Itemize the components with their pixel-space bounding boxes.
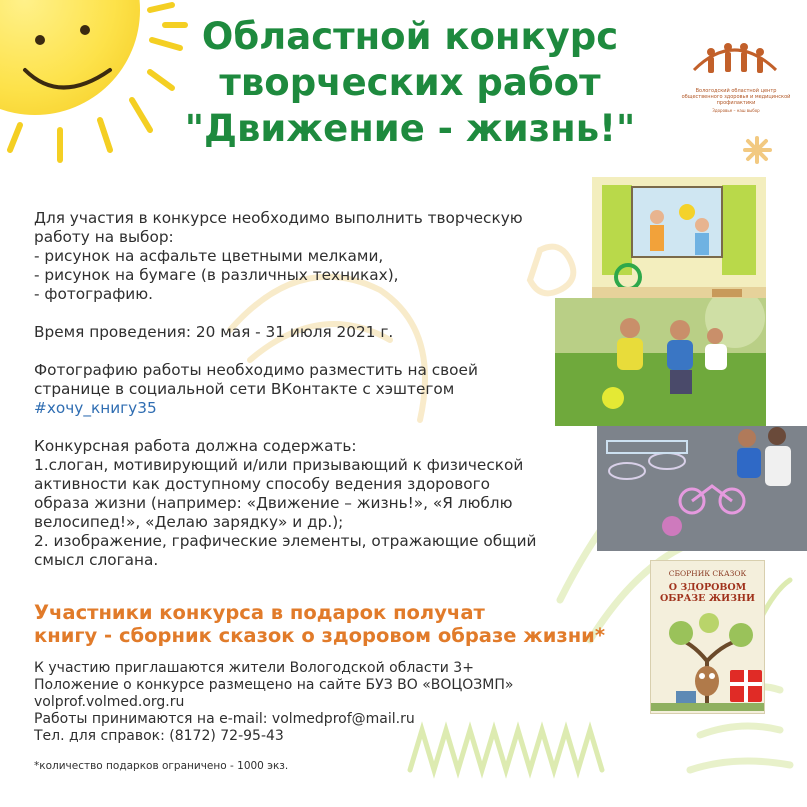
sun-illustration: [0, 0, 140, 115]
contact-info: [34, 660, 594, 745]
people-logo-icon: [676, 36, 796, 80]
requirement-line: активности как доступному способу ведения здорового: [34, 475, 491, 493]
footnote: *количество подарков ограничено - 1000 экз.: [34, 760, 289, 772]
requirement-line: велосипед!», «Делаю зарядку» и др.);: [34, 513, 344, 531]
phone-line: Тел. для справок: (8172) 72-95-43: [34, 728, 284, 744]
organization-logo: [676, 36, 796, 113]
title-line-3: "Движение - жизнь!": [184, 107, 636, 150]
description-text: [34, 209, 594, 570]
requirement-line: 2. изображение, графические элементы, отражающие общий: [34, 532, 537, 550]
book-title-small: СБОРНИК СКАЗОК: [668, 569, 747, 578]
requirement-line: образа жизни (например: «Движение – жизнь!», «Я люблю: [34, 494, 513, 512]
requirements-heading: Конкурсная работа должна содержать:: [34, 437, 357, 455]
photo-instructions: странице в социальной сети ВКонтакте с хэштегом: [34, 380, 455, 398]
option-item: - рисунок на асфальте цветными мелками,: [34, 247, 384, 265]
email-line[interactable]: Работы принимаются на e-mail: volmedprof@mail.ru: [34, 711, 415, 727]
gift-box-icon: [730, 670, 762, 702]
photo-instructions: Фотографию работы необходимо разместить на своей: [34, 361, 478, 379]
logo-subtitle: Здоровье – наш выбор: [712, 108, 760, 113]
title-line-1: Областной конкурс: [201, 15, 619, 58]
option-item: - фотографию.: [34, 285, 153, 303]
chalk-drawing-photo: [597, 426, 807, 551]
drawing-photo: [592, 177, 766, 305]
requirement-line: 1.слоган, мотивирующий и/или призывающий к физической: [34, 456, 524, 474]
gift-announcement: [34, 601, 654, 647]
info-line: Положение о конкурсе размещено на сайте БУЗ ВО «ВОЦОЗМП»: [34, 677, 514, 693]
page-title: [150, 14, 670, 152]
info-line: К участию приглашаются жители Вологодской области 3+: [34, 660, 474, 676]
gift-line-1: Участники конкурса в подарок получат: [34, 601, 485, 624]
intro-line: Для участия в конкурсе необходимо выполнить творческую: [34, 209, 523, 227]
hashtag-link[interactable]: #хочу_книгу35: [34, 399, 157, 417]
option-item: - рисунок на бумаге (в различных техниках),: [34, 266, 399, 284]
website-link[interactable]: volprof.volmed.org.ru: [34, 694, 185, 710]
gift-line-2: книгу - сборник сказок о здоровом образе жизни*: [34, 624, 606, 647]
title-line-2: творческих работ: [219, 61, 601, 104]
dates-line: Время проведения: 20 мая - 31 июля 2021 г.: [34, 323, 394, 341]
requirement-line: смысл слогана.: [34, 551, 159, 569]
logo-text: Вологодский областной центр общественного здоровья и медицинской профилактики: [681, 88, 791, 106]
book-title-big: О ЗДОРОВОМ ОБРАЗЕ ЖИЗНИ: [660, 582, 755, 604]
intro-line: работу на выбор:: [34, 228, 174, 246]
